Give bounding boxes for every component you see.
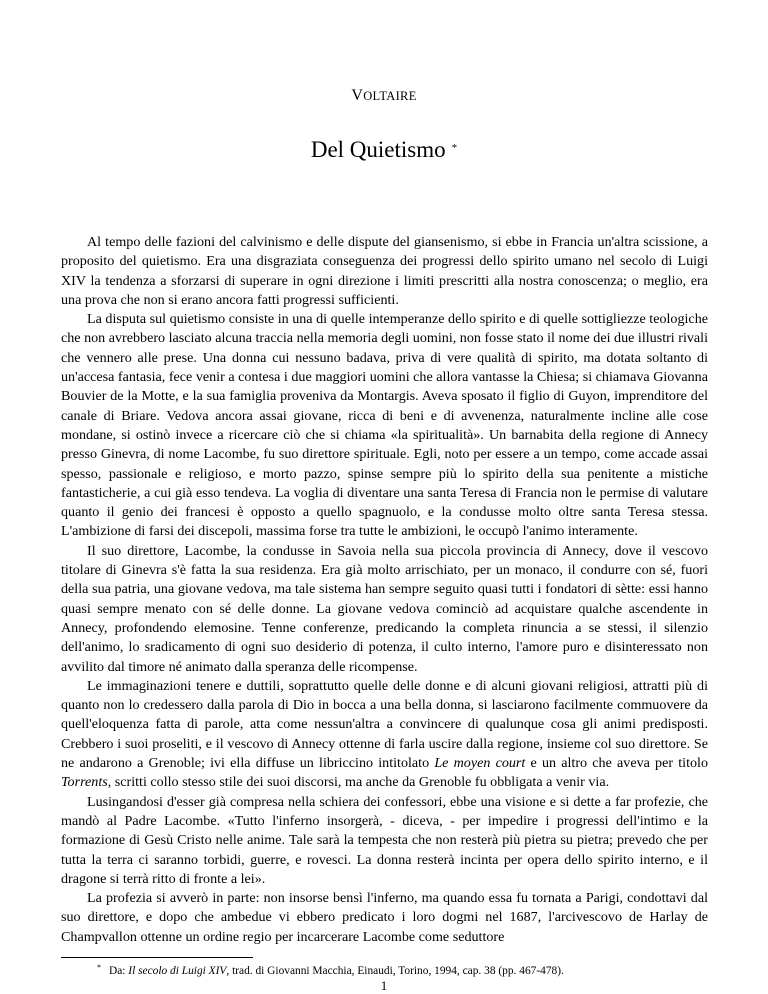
paragraph-2: La disputa sul quietismo consiste in una di quelle intemperanze dello spirito e di quelle sottigliezze teologiche che non avrebbero lasciato alcuna traccia nella memoria degli uomini, non fosse stato il nome dei due illustri rivali che vennero alle prese. Una donna cui nessuno badava, priva di vere qualità di spirito, ma dotata soltanto di un'accesa fantasia, fece venir a contesa i due maggiori uomini che allora vantasse la Chiesa; si chiamava Giovanna Bouvier de la Motte, e la sua famiglia proveniva da Montargis. Aveva sposato il figlio di Guyon, imprenditore del canale di Briare. Vedova ancora assai giovane, ricca di beni e di avvenenza, naturalmente incline alle cose mondane, si ostinò invece a ricercare ciò che si chiama «la spiritualità». Un barnabita della regione di Annecy presso Ginevra, di nome Lacombe, fu suo direttore spirituale. Egli, noto per essere a un tempo, come accade assai spesso, passionale e religioso, e morto pazzo, spinse sempre più lo spirito della sua penitente a mistiche fantasticherie, a cui già esso tendeva. La voglia di diventare una santa Teresa di Francia non le permise di valutare quanto il genio dei francesi è opposto a quello spagnuolo, e la condusse molto oltre santa Teresa stessa. L'ambizione di farsi dei discepoli, massima forse tra tutte le ambizioni, le occupò l'animo interamente. <box>61 311 708 540</box>
body-text <box>61 233 708 947</box>
author-rest: OLTAIRE <box>363 89 417 103</box>
footnote-mark: * <box>97 963 101 972</box>
paragraph-6: La profezia si avverò in parte: non insorse bensì l'inferno, ma quando essa fu tornata a Parigi, condottavi dal suo direttore, e dopo che ambedue vi ebbero predicato i loro dogmi nel 1687, l'arcivescovo de Harlay de Champvallon ottenne un ordine regio per incarcerare Lacombe come seduttore <box>61 890 708 945</box>
footnote-reference-mark: * <box>451 142 458 154</box>
paragraph-4-text-b: e un altro che aveva per titolo <box>525 755 708 772</box>
footnote-work-title: Il secolo di Luigi XIV <box>128 965 227 977</box>
author-name <box>0 87 768 105</box>
title-text: Del Quietismo <box>310 137 446 162</box>
book-title-moyen-court: Le moyen court <box>434 755 526 772</box>
page-number: 1 <box>380 978 388 993</box>
paragraph-4 <box>61 677 708 793</box>
paragraph-3: Il suo direttore, Lacombe, la condusse in Savoia nella sua piccola provincia di Annecy, dove il vescovo titolare di Ginevra s'è fatta la sua residenza. Era già molto arrischiato, per un monaco, il condurre con sé, fuori della sua patria, una giovane vedova, ma tale sistema han sempre seguito quasi tutti i fondatori di sètte: essi hanno quasi sempre menato con sé delle donne. La giovane vedova cominciò ad acquistare qualche ascendente in Annecy, profondendo elemosine. Tenne conferenze, predicando la completa rinuncia a se stessi, il silenzio dell'animo, lo sradicamento di ogni suo desiderio di potenza, il culto interno, l'amore puro e disinteressato non avvilito dal timore né animato dalla speranza delle ricompense. <box>61 542 708 675</box>
author-initial: V <box>351 87 364 104</box>
paragraph-4-text-a: Le immaginazioni tenere e duttili, soprattutto quelle delle donne e di alcuni giovani religiosi, attratti più di quanto non lo credessero dalla parola di Dio in bocca a una bella donna, si lasciarono facilmente commuovere da quell'eloquenza fatta di parole, atta come nessun'altra a convincere di qualunque cosa gli animi predisposti. Crebbero i suoi proseliti, e il vescovo di Annecy ottenne di farla uscire dalla regione, insieme col suo direttore. Se ne andarono a Grenoble; ivi ella diffuse un libriccino intitolato <box>61 677 708 772</box>
footnote-prefix: Da: <box>109 965 129 977</box>
paragraph-1: Al tempo delle fazioni del calvinismo e delle dispute del giansenismo, si ebbe in Francia un'altra scissione, a proposito del quietismo. Era una disgraziata conseguenza dei progressi dello spirito umano nel secolo di Luigi XIV la tendenza a sforzarsi di superare in ogni direzione i limiti prescritti alla nostra conoscenza; o meglio, era una prova che non si erano ancora fatti progressi sufficienti. <box>61 234 708 308</box>
footnote-citation: , trad. di Giovanni Macchia, Einaudi, Torino, 1994, cap. 38 (pp. 467-478). <box>226 965 564 977</box>
footnote <box>61 964 708 979</box>
document-title <box>0 137 768 163</box>
paragraph-5: Lusingandosi d'esser già compresa nella schiera dei confessori, ebbe una visione e si dette a far profezie, che mandò al Padre Lacombe. «Tutto l'inferno insorgerà, - diceva, - per impedire i progressi dell'intimo e la formazione di Gesù Cristo nelle anime. Tale sarà la tempesta che non resterà più pietra su pietra; prevedo che per tutta la terra ci saranno torbidi, guerre, e rovesci. La donna resterà incinta per opera dello spirito interno, e il dragone si terrà ritto di fronte a lei». <box>61 793 708 887</box>
book-title-torrents: Torrents <box>61 774 108 791</box>
footnote-divider <box>61 957 253 958</box>
paragraph-4-text-c: , scritti collo stesso stile dei suoi discorsi, ma anche da Grenoble fu obbligata a venir via. <box>107 774 610 791</box>
